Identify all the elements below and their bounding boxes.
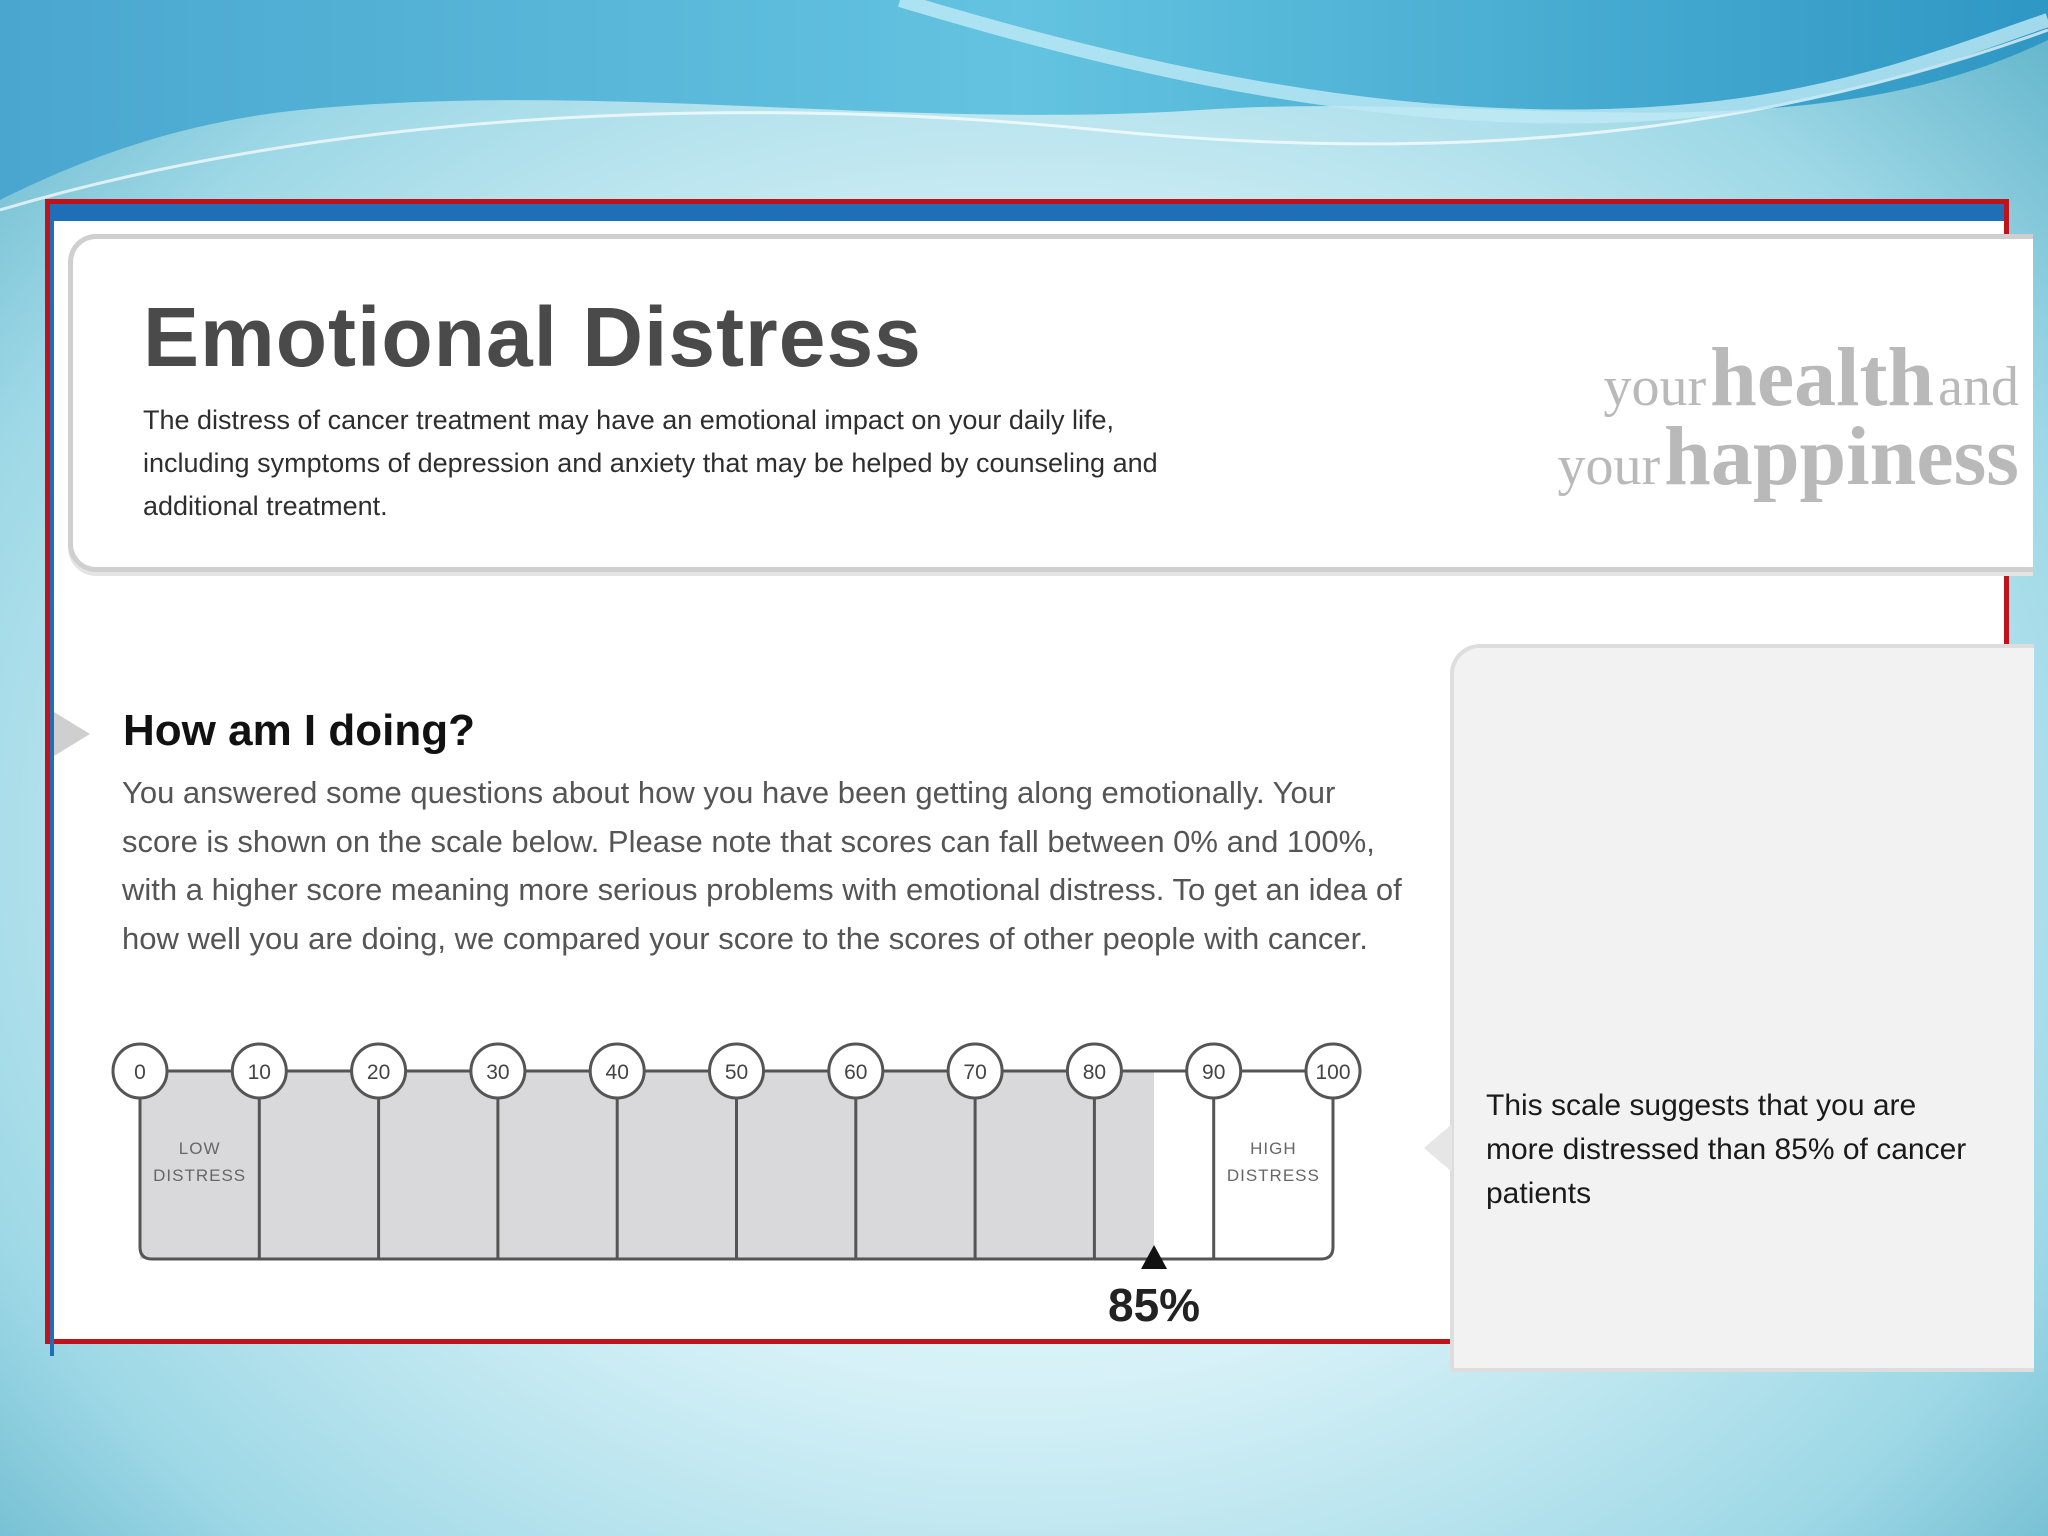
result-panel <box>1450 644 2034 1372</box>
section-title: How am I doing? <box>123 706 475 755</box>
page-title: Emotional Distress <box>143 290 922 384</box>
brand-logo <box>1459 329 2019 505</box>
panel-pointer <box>1424 1124 1452 1172</box>
scale-tick-label: 100 <box>1315 1061 1351 1084</box>
scale-tick-label: 30 <box>486 1061 510 1084</box>
left-accent-edge <box>50 221 54 1356</box>
scale-tick-label: 90 <box>1202 1061 1226 1084</box>
brand-word: health <box>1710 331 1935 424</box>
brand-word: happiness <box>1664 410 2019 503</box>
brand-word: your <box>1603 356 1707 418</box>
page-description: The distress of cancer treatment may have an emotional impact on your daily life, including symptoms of depression and anxiety that may be helped by counseling and additional treatment. <box>143 405 1158 521</box>
result-text: This scale suggests that you are more distressed than 85% of cancer patients <box>1486 1089 1967 1210</box>
scale-tick-label: 40 <box>605 1061 629 1084</box>
scale-tick-label: 70 <box>963 1061 987 1084</box>
section-body: You answered some questions about how you have been getting along emotionally. Your score is shown on the scale below. Please note that scores can fall between 0% and 100%, with a higher score meaning more serious problems with emotional distress. To get an idea of how well you are doing, we compared your score to the scores of other people with cancer. <box>122 775 1402 956</box>
scale-tick-label: 10 <box>247 1061 271 1084</box>
scale-tick-label: 20 <box>366 1061 391 1084</box>
section-arrow-icon <box>54 712 90 756</box>
header-card <box>68 234 2033 572</box>
scale-tick-label: 60 <box>844 1061 868 1084</box>
low-label: DISTRESS <box>153 1166 247 1185</box>
score-label: 85% <box>1108 1279 1201 1331</box>
high-label: HIGH <box>1250 1139 1297 1158</box>
scale-tick-label: 0 <box>134 1061 146 1084</box>
distress-scale <box>110 1029 1370 1339</box>
brand-word: your <box>1557 435 1661 497</box>
brand-word: and <box>1938 356 2019 418</box>
scale-tick-label: 80 <box>1082 1061 1107 1084</box>
low-label: LOW <box>178 1139 221 1158</box>
content-frame <box>45 199 2019 1344</box>
scale-tick-label: 50 <box>724 1061 749 1084</box>
top-accent-bar <box>50 204 2004 221</box>
high-label: DISTRESS <box>1226 1166 1320 1185</box>
scale-fill <box>140 1071 1154 1259</box>
